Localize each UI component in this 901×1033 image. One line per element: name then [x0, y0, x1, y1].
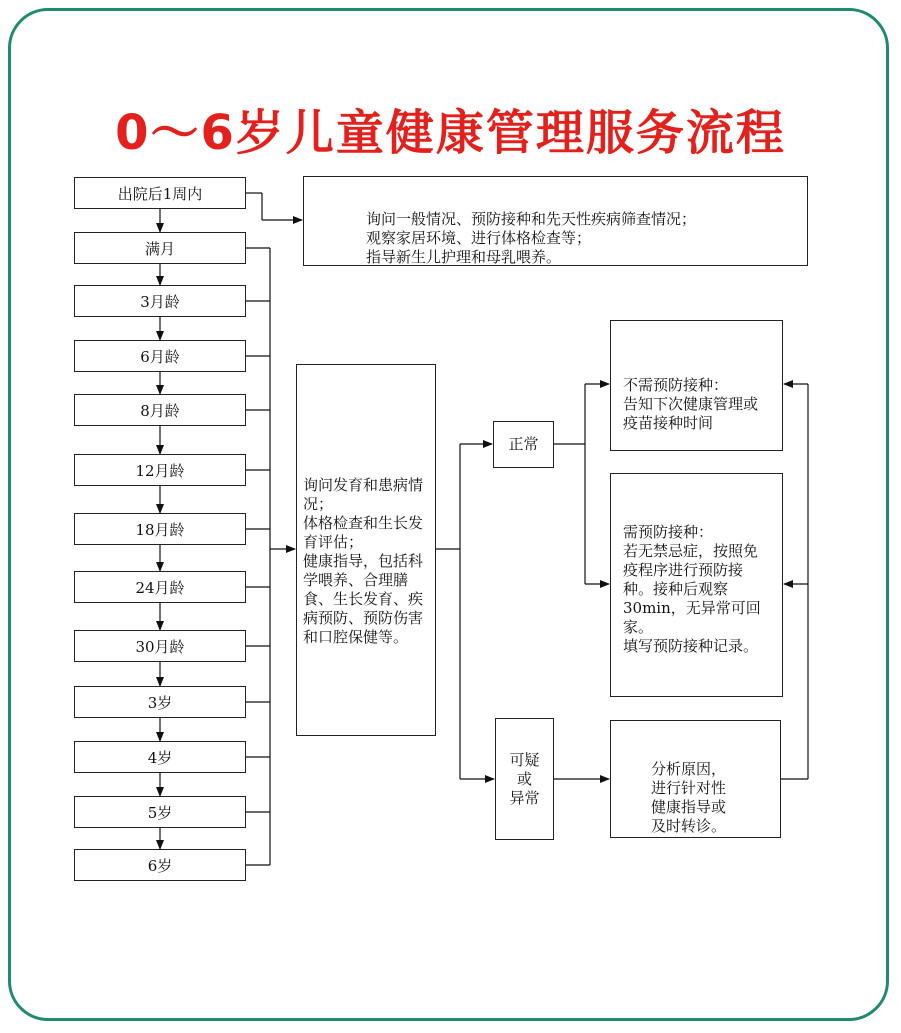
- no-vaccine-box: [610, 320, 783, 451]
- age-box-5: [74, 454, 246, 486]
- vaccine-box: [610, 473, 783, 697]
- analysis-text: 分析原因， 进行针对性 健康指导或 及时转诊。: [651, 760, 727, 835]
- age-box-10: [74, 741, 246, 773]
- age-box-9: [74, 686, 246, 718]
- age-label: 18月龄: [135, 520, 185, 539]
- first-visit-text: 询问一般情况、预防接种和先天性疾病筛查情况； 观察家居环境、进行体格检查等； 指导新生儿护理和母乳喂养。: [366, 210, 697, 266]
- age-box-3: [74, 340, 246, 372]
- age-box-11: [74, 796, 246, 828]
- age-box-1: [74, 232, 246, 264]
- age-label: 3岁: [147, 693, 173, 712]
- routine-check-text: 询问发育和患病情况； 体格检查和生长发育评估； 健康指导，包括科学喂养、合理膳食、生长发育、疾病预防、预防伤害和口腔保健等。: [303, 476, 424, 646]
- vaccine-text: 需预防接种： 若无禁忌症，按照免疫程序进行预防接种。接种后观察30min，无异常可回家。 填写预防接种记录。: [623, 523, 761, 655]
- age-label: 5岁: [147, 803, 173, 822]
- age-box-6: [74, 513, 246, 545]
- age-label: 6岁: [147, 856, 173, 875]
- age-box-4: [74, 394, 246, 426]
- age-label: 出院后1周内: [117, 184, 203, 203]
- age-label: 满月: [144, 239, 175, 258]
- age-box-0: [74, 177, 246, 209]
- age-box-12: [74, 849, 246, 881]
- age-label: 30月龄: [135, 637, 185, 656]
- no-vaccine-text: 不需预防接种： 告知下次健康管理或疫苗接种时间: [623, 376, 759, 432]
- normal-label: 正常: [508, 435, 539, 453]
- page-title: 0～6岁儿童健康管理服务流程: [115, 105, 786, 161]
- abnormal-label: 可疑 或 异常: [509, 750, 540, 807]
- age-label: 12月龄: [135, 461, 185, 480]
- age-label: 6月龄: [140, 347, 180, 366]
- age-box-8: [74, 630, 246, 662]
- age-box-2: [74, 285, 246, 317]
- normal-box: [493, 421, 554, 468]
- first-visit-box: [303, 176, 808, 266]
- age-label: 8月龄: [140, 401, 180, 420]
- routine-check-box: [296, 364, 436, 736]
- age-label: 24月龄: [135, 578, 185, 597]
- age-box-7: [74, 571, 246, 603]
- abnormal-box: [495, 718, 554, 840]
- age-label: 3月龄: [140, 292, 180, 311]
- analysis-box: [610, 720, 781, 838]
- age-label: 4岁: [147, 748, 173, 767]
